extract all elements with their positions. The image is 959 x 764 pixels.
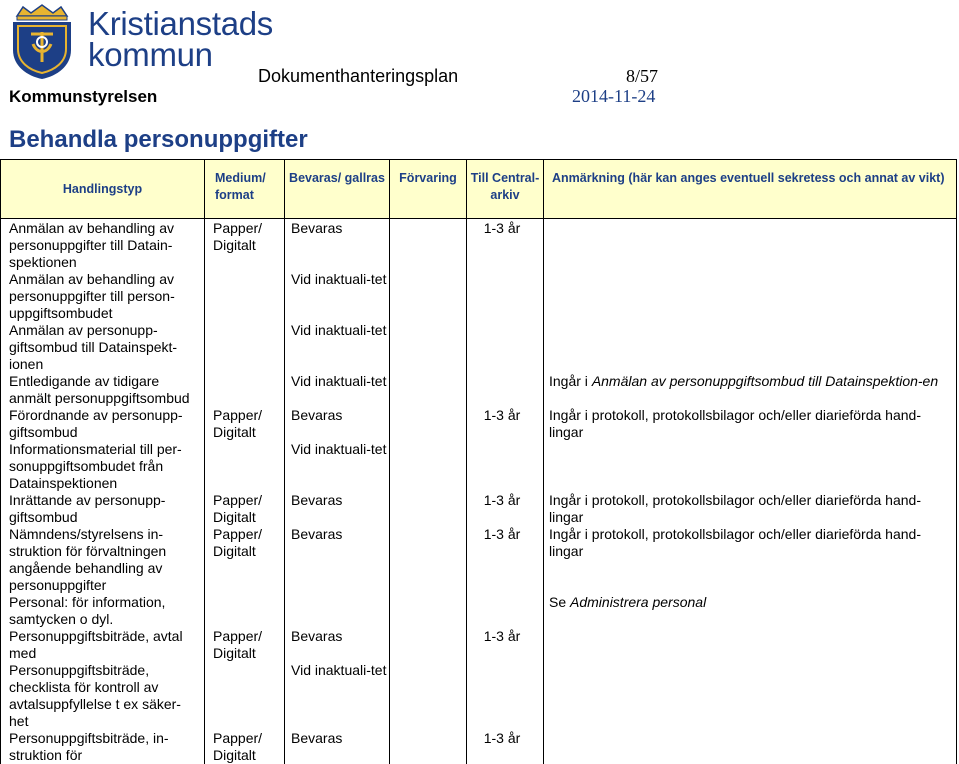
table-header-row [1, 160, 957, 219]
header-anmarkning: Anmärkning (här kan anges eventuell sekretess och annat av vikt) [544, 160, 957, 219]
cell-anmarkning [544, 322, 957, 373]
cell-till-centralarkiv: 1-3 år [467, 730, 544, 764]
cell-handlingstyp: Anmälan av behandling av personuppgifter till Datain-spektionen [1, 219, 205, 272]
cell-till-centralarkiv: 1-3 år [467, 219, 544, 272]
note-plain: Ingår i [549, 373, 592, 389]
cell-till-centralarkiv [467, 271, 544, 322]
cell-till-centralarkiv [467, 662, 544, 730]
table-row [1, 441, 957, 492]
table-row [1, 373, 957, 407]
cell-bevaras: Vid inaktuali-tet [285, 373, 390, 407]
table-row [1, 594, 957, 628]
table-row [1, 730, 957, 764]
cell-anmarkning [544, 628, 957, 662]
cell-anmarkning [544, 373, 957, 407]
org-name-line2: kommun [88, 36, 213, 73]
table-row [1, 628, 957, 662]
cell-till-centralarkiv: 1-3 år [467, 526, 544, 594]
org-name-line1: Kristianstads [88, 5, 274, 42]
kristianstad-coat-of-arms-icon [9, 4, 75, 80]
cell-anmarkning [544, 441, 957, 492]
cell-anmarkning [544, 271, 957, 322]
cell-medium [205, 322, 285, 373]
cell-bevaras: Bevaras [285, 730, 390, 764]
header-medium: Medium/ format [205, 160, 285, 219]
cell-forvaring [390, 322, 467, 373]
cell-anmarkning [544, 594, 957, 628]
cell-handlingstyp: Anmälan av personupp-giftsombud till Datainspekt-ionen [1, 322, 205, 373]
table-row [1, 407, 957, 441]
header-handlingstyp: Handlingstyp [1, 160, 205, 219]
note-reference: Administrera personal [570, 594, 707, 610]
cell-handlingstyp: Personuppgiftsbiträde, in-struktion för [1, 730, 205, 764]
cell-medium: Papper/ Digitalt [205, 730, 285, 764]
cell-handlingstyp: Anmälan av behandling av personuppgifter till person-uppgiftsombudet [1, 271, 205, 322]
cell-anmarkning [544, 492, 957, 526]
cell-handlingstyp: Förordnande av personupp-giftsombud [1, 407, 205, 441]
cell-forvaring [390, 373, 467, 407]
table-row [1, 662, 957, 730]
cell-handlingstyp: Informationsmaterial till per-sonuppgiftsombudet från Datainspektionen [1, 441, 205, 492]
cell-bevaras: Bevaras [285, 492, 390, 526]
cell-handlingstyp: Personuppgiftsbiträde, checklista för kontroll av avtalsuppfyllelse t ex säker-het [1, 662, 205, 730]
cell-anmarkning [544, 407, 957, 441]
note-plain: Ingår i protokoll, protokollsbilagor och/eller diarieförda hand-lingar [549, 526, 921, 559]
cell-till-centralarkiv [467, 441, 544, 492]
cell-anmarkning [544, 662, 957, 730]
cell-forvaring [390, 492, 467, 526]
note-plain: Ingår i protokoll, protokollsbilagor och/eller diarieförda hand-lingar [549, 407, 921, 440]
cell-medium [205, 594, 285, 628]
table-row [1, 271, 957, 322]
cell-forvaring [390, 730, 467, 764]
cell-bevaras: Vid inaktuali-tet [285, 271, 390, 322]
cell-forvaring [390, 407, 467, 441]
cell-till-centralarkiv: 1-3 år [467, 492, 544, 526]
cell-till-centralarkiv [467, 594, 544, 628]
cell-bevaras: Bevaras [285, 526, 390, 594]
cell-handlingstyp: Entledigande av tidigare anmält personuppgiftsombud [1, 373, 205, 407]
table-row [1, 322, 957, 373]
cell-anmarkning [544, 219, 957, 272]
page-number: 8/57 [626, 66, 659, 86]
header-bevaras: Bevaras/ gallras [285, 160, 390, 219]
cell-till-centralarkiv [467, 322, 544, 373]
cell-forvaring [390, 526, 467, 594]
cell-forvaring [390, 441, 467, 492]
cell-medium [205, 373, 285, 407]
cell-forvaring [390, 662, 467, 730]
header-forvaring: Förvaring [390, 160, 467, 219]
cell-anmarkning [544, 730, 957, 764]
cell-medium: Papper/ Digitalt [205, 526, 285, 594]
cell-bevaras [285, 594, 390, 628]
note-plain: Ingår i protokoll, protokollsbilagor och/eller diarieförda hand-lingar [549, 492, 921, 525]
cell-medium [205, 271, 285, 322]
document-title: Dokumenthanteringsplan [258, 66, 459, 86]
cell-forvaring [390, 219, 467, 272]
cell-bevaras: Bevaras [285, 628, 390, 662]
cell-anmarkning [544, 526, 957, 594]
note-plain: Se [549, 594, 571, 610]
cell-medium: Papper/ Digitalt [205, 219, 285, 272]
cell-bevaras: Bevaras [285, 219, 390, 272]
cell-medium [205, 662, 285, 730]
cell-till-centralarkiv: 1-3 år [467, 407, 544, 441]
board-name: Kommunstyrelsen [9, 87, 158, 106]
cell-handlingstyp: Inrättande av personupp-giftsombud [1, 492, 205, 526]
cell-handlingstyp: Personuppgiftsbiträde, avtal med [1, 628, 205, 662]
section-title: Behandla personuppgifter [9, 126, 308, 153]
cell-handlingstyp: Nämndens/styrelsens in-struktion för förvaltningen angående behandling av personuppgifter [1, 526, 205, 594]
cell-till-centralarkiv: 1-3 år [467, 628, 544, 662]
records-table [0, 159, 957, 764]
cell-bevaras: Vid inaktuali-tet [285, 322, 390, 373]
cell-forvaring [390, 628, 467, 662]
cell-bevaras: Vid inaktuali-tet [285, 662, 390, 730]
table-row [1, 526, 957, 594]
cell-forvaring [390, 594, 467, 628]
cell-medium: Papper/ Digitalt [205, 492, 285, 526]
cell-medium [205, 441, 285, 492]
cell-bevaras: Bevaras [285, 407, 390, 441]
table-row [1, 492, 957, 526]
cell-handlingstyp: Personal: för information, samtycken o dyl. [1, 594, 205, 628]
document-date: 2014-11-24 [572, 86, 656, 106]
table-row [1, 219, 957, 272]
cell-medium: Papper/ Digitalt [205, 407, 285, 441]
cell-bevaras: Vid inaktuali-tet [285, 441, 390, 492]
note-reference: Anmälan av personuppgiftsombud till Datainspektion-en [591, 373, 939, 389]
header-till-centralarkiv: Till Central-arkiv [467, 160, 544, 219]
cell-till-centralarkiv [467, 373, 544, 407]
cell-medium: Papper/ Digitalt [205, 628, 285, 662]
cell-forvaring [390, 271, 467, 322]
